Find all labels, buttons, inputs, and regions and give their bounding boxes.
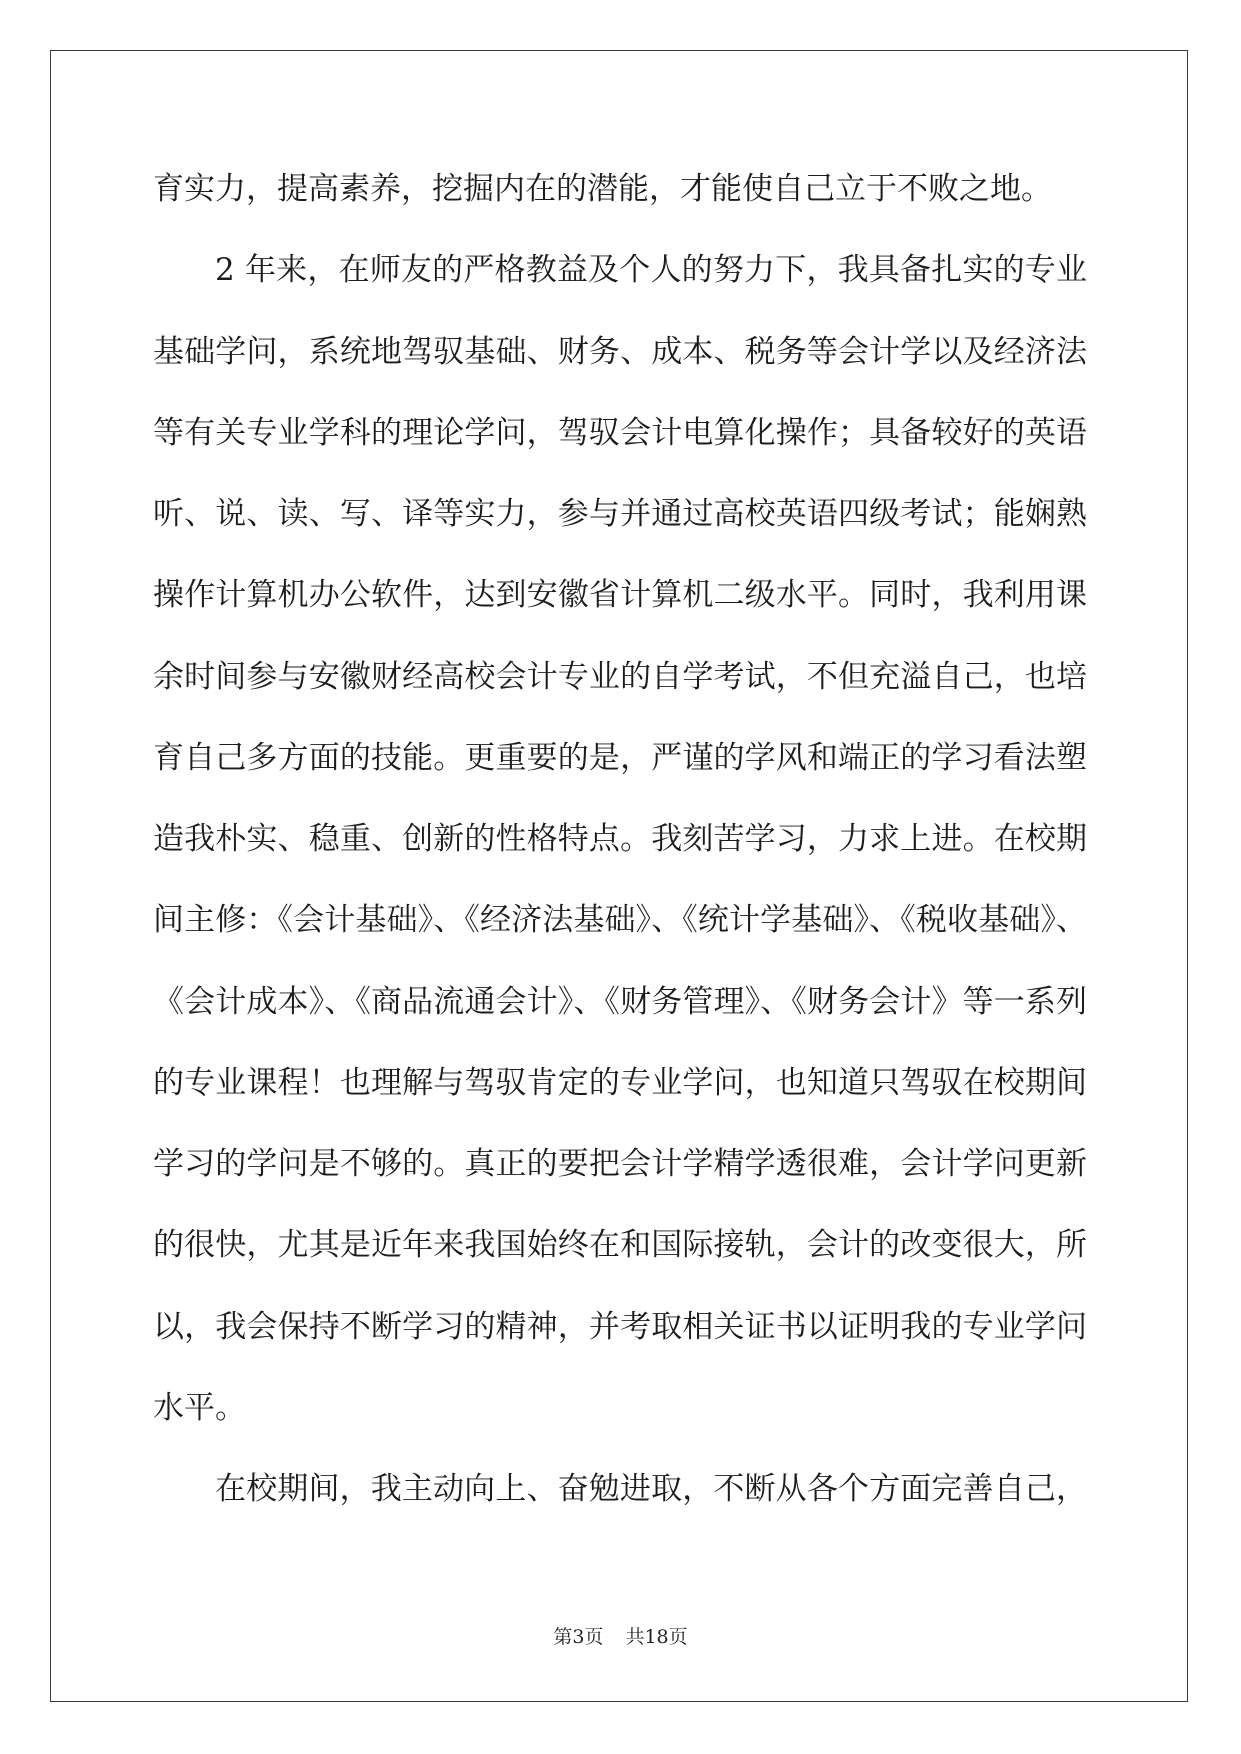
text-line-content: 的很快，尤其是近年来我国始终在和国际接轨，会计的改变很大，所: [153, 1227, 1088, 1264]
text-line-content: 的专业课程！也理解与驾驭肯定的专业学问，也知道只驾驭在校期间: [153, 1064, 1088, 1101]
text-line-content: 《会计成本》、《商品流通会计》、《财务管理》、《财务会计》等一系列: [153, 983, 1088, 1020]
text-line-content: 学习的学问是不够的。真正的要把会计学精学透很难，会计学问更新: [153, 1146, 1088, 1182]
text-line-content: 等有关专业学科的理论学问，驾驭会计电算化操作；具备较好的英语: [153, 414, 1088, 451]
text-line: [153, 474, 1087, 555]
text-line: [153, 880, 1087, 961]
text-line-content: 育自己多方面的技能。更重要的是，严谨的学风和端正的学习看法塑: [153, 739, 1088, 776]
page-number: 第3页: [553, 1626, 604, 1648]
text-line: [153, 1124, 1087, 1205]
text-line-content: 水平。: [153, 1389, 246, 1426]
text-line: [153, 230, 1087, 311]
text-line-content: 2 年来，在师友的严格教益及个人的努力下，我具备扎实的专业: [215, 252, 1088, 289]
text-line-content: 以，我会保持不断学习的精神，并考取相关证书以证明我的专业学问: [153, 1308, 1088, 1345]
text-line: [153, 1205, 1087, 1286]
text-line-content: 听、说、读、写、译等实力，参与并通过高校英语四级考试；能娴熟: [153, 496, 1088, 532]
text-line: [153, 1043, 1087, 1124]
text-line: [153, 393, 1087, 474]
text-line-content: 余时间参与安徽财经高校会计专业的自学考试，不但充溢自己，也培: [153, 658, 1088, 695]
text-line: [153, 962, 1087, 1043]
text-line: [153, 637, 1087, 718]
text-line: [153, 1368, 1087, 1449]
text-line: [153, 799, 1087, 880]
page-footer: [0, 1624, 1241, 1650]
text-line-content: 间主修：《会计基础》、《经济法基础》、《统计学基础》、《税收基础》、: [153, 902, 1088, 939]
page-total: 共18页: [625, 1626, 688, 1648]
text-line-content: 育实力，提高素养，挖掘内在的潜能，才能使自己立于不败之地。: [153, 171, 1052, 207]
text-line: [153, 1449, 1087, 1530]
text-line: [153, 555, 1087, 636]
body-text: [153, 149, 1087, 1530]
text-line-content: 造我朴实、稳重、创新的性格特点。我刻苦学习，力求上进。在校期: [153, 821, 1088, 857]
text-line: [153, 312, 1087, 393]
text-line: [153, 149, 1087, 230]
text-line-content: 操作计算机办公软件，达到安徽省计算机二级水平。同时，我利用课: [153, 577, 1088, 614]
text-line: [153, 718, 1087, 799]
text-line: [153, 1287, 1087, 1368]
text-line-content: 基础学问，系统地驾驭基础、财务、成本、税务等会计学以及经济法: [153, 333, 1088, 370]
text-line-content: 在校期间，我主动向上、奋勉进取，不断从各个方面完善自己，: [215, 1471, 1088, 1507]
